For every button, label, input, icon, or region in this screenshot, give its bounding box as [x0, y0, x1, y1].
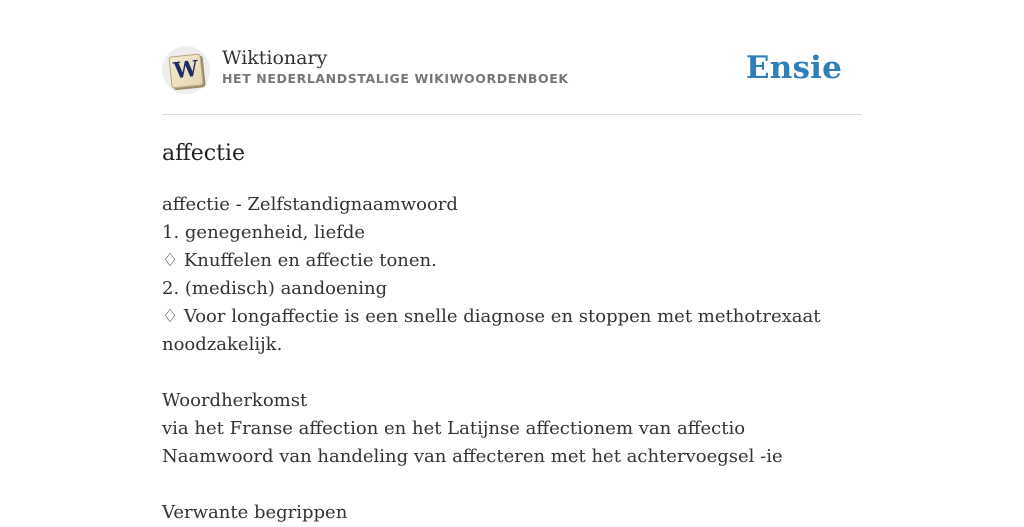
entry-line	[162, 471, 862, 499]
entry-line: ♢ Voor longaffectie is een snelle diagnose en stoppen met methotrexaat noodzakelijk.	[162, 306, 821, 355]
page-title: affectie	[162, 141, 245, 166]
entry-line	[162, 359, 862, 387]
entry-line: via het Franse affection en het Latijnse affectionem van affectio	[162, 418, 746, 439]
brand-name[interactable]: Wiktionary	[222, 47, 328, 69]
page	[162, 0, 862, 527]
entry-line: Woordherkomst	[162, 390, 308, 411]
entry-line: 2. (medisch) aandoening	[162, 278, 388, 299]
wiktionary-logo-icon[interactable]	[162, 46, 210, 94]
brand	[222, 46, 569, 86]
site-header	[162, 0, 862, 115]
entry-line: Naamwoord van handeling van affecteren met het achtervoegsel -ie	[162, 446, 783, 467]
entry-body	[162, 191, 862, 527]
ensie-logo[interactable]: Ensie	[745, 50, 842, 86]
entry-line: ♢ Knuffelen en affectie tonen.	[162, 250, 437, 271]
logo-tile	[168, 53, 203, 88]
entry-line: 1. genegenheid, liefde	[162, 222, 366, 243]
entry-line: affectie - Zelfstandignaamwoord	[162, 194, 458, 215]
brand-subtitle: HET NEDERLANDSTALIGE WIKIWOORDENBOEK	[222, 71, 569, 86]
entry-line: Verwante begrippen	[162, 502, 348, 523]
logo-letter: W	[172, 55, 200, 85]
